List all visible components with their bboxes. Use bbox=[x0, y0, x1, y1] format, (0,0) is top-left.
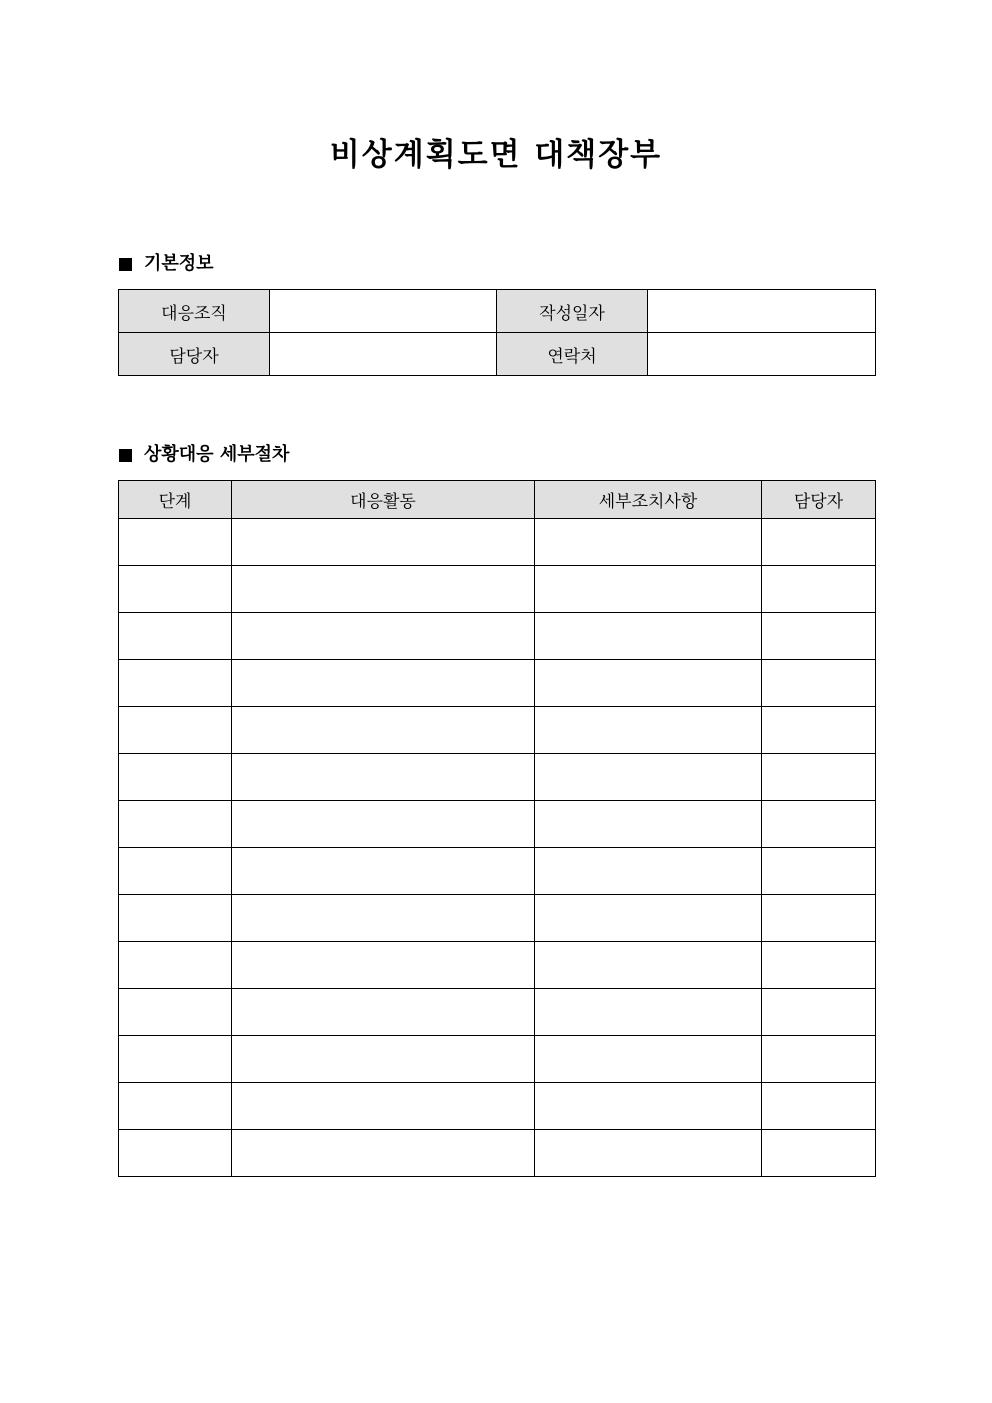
stage-cell[interactable] bbox=[119, 566, 232, 613]
table-row bbox=[119, 848, 876, 895]
activity-cell[interactable] bbox=[232, 848, 535, 895]
action-cell[interactable] bbox=[535, 566, 762, 613]
table-row bbox=[119, 801, 876, 848]
action-cell[interactable] bbox=[535, 895, 762, 942]
column-header-activity: 대응활동 bbox=[232, 481, 535, 519]
activity-cell[interactable] bbox=[232, 1083, 535, 1130]
action-cell[interactable] bbox=[535, 754, 762, 801]
action-cell[interactable] bbox=[535, 801, 762, 848]
manager-cell[interactable] bbox=[762, 566, 876, 613]
table-row bbox=[119, 707, 876, 754]
action-cell[interactable] bbox=[535, 613, 762, 660]
column-header-stage: 단계 bbox=[119, 481, 232, 519]
procedure-table bbox=[118, 480, 876, 1177]
activity-cell[interactable] bbox=[232, 707, 535, 754]
table-row bbox=[119, 566, 876, 613]
manager-cell[interactable] bbox=[762, 613, 876, 660]
manager-cell[interactable] bbox=[762, 848, 876, 895]
manager-cell[interactable] bbox=[762, 707, 876, 754]
square-bullet-icon bbox=[119, 449, 132, 462]
procedure-heading bbox=[119, 443, 289, 467]
action-cell[interactable] bbox=[535, 660, 762, 707]
action-cell[interactable] bbox=[535, 1036, 762, 1083]
basic-info-heading-label: 기본정보 bbox=[144, 253, 214, 274]
manager-cell[interactable] bbox=[762, 519, 876, 566]
action-cell[interactable] bbox=[535, 519, 762, 566]
square-bullet-icon bbox=[119, 258, 132, 271]
manager-cell[interactable] bbox=[762, 1036, 876, 1083]
procedure-header-row bbox=[119, 481, 876, 519]
stage-cell[interactable] bbox=[119, 519, 232, 566]
procedure-table-body bbox=[119, 519, 876, 1177]
date-label: 작성일자 bbox=[497, 290, 648, 333]
table-row bbox=[119, 519, 876, 566]
stage-cell[interactable] bbox=[119, 942, 232, 989]
org-label: 대응조직 bbox=[119, 290, 270, 333]
action-cell[interactable] bbox=[535, 707, 762, 754]
basic-info-row bbox=[119, 333, 876, 376]
basic-info-heading bbox=[119, 252, 214, 276]
stage-cell[interactable] bbox=[119, 801, 232, 848]
contact-value-field[interactable] bbox=[648, 333, 876, 376]
manager-label: 담당자 bbox=[119, 333, 270, 376]
table-row bbox=[119, 613, 876, 660]
activity-cell[interactable] bbox=[232, 895, 535, 942]
activity-cell[interactable] bbox=[232, 989, 535, 1036]
manager-cell[interactable] bbox=[762, 1130, 876, 1177]
column-header-manager: 담당자 bbox=[762, 481, 876, 519]
manager-cell[interactable] bbox=[762, 895, 876, 942]
activity-cell[interactable] bbox=[232, 942, 535, 989]
manager-cell[interactable] bbox=[762, 942, 876, 989]
manager-cell[interactable] bbox=[762, 754, 876, 801]
column-header-action: 세부조치사항 bbox=[535, 481, 762, 519]
activity-cell[interactable] bbox=[232, 754, 535, 801]
activity-cell[interactable] bbox=[232, 1130, 535, 1177]
org-value-field[interactable] bbox=[270, 290, 497, 333]
contact-label: 연락처 bbox=[497, 333, 648, 376]
stage-cell[interactable] bbox=[119, 895, 232, 942]
table-row bbox=[119, 1083, 876, 1130]
action-cell[interactable] bbox=[535, 1083, 762, 1130]
activity-cell[interactable] bbox=[232, 801, 535, 848]
stage-cell[interactable] bbox=[119, 848, 232, 895]
manager-cell[interactable] bbox=[762, 989, 876, 1036]
activity-cell[interactable] bbox=[232, 1036, 535, 1083]
action-cell[interactable] bbox=[535, 848, 762, 895]
stage-cell[interactable] bbox=[119, 989, 232, 1036]
basic-info-row bbox=[119, 290, 876, 333]
stage-cell[interactable] bbox=[119, 707, 232, 754]
table-row bbox=[119, 1036, 876, 1083]
stage-cell[interactable] bbox=[119, 1130, 232, 1177]
stage-cell[interactable] bbox=[119, 1083, 232, 1130]
action-cell[interactable] bbox=[535, 942, 762, 989]
activity-cell[interactable] bbox=[232, 519, 535, 566]
table-row bbox=[119, 660, 876, 707]
procedure-heading-label: 상황대응 세부절차 bbox=[144, 444, 290, 465]
action-cell[interactable] bbox=[535, 989, 762, 1036]
stage-cell[interactable] bbox=[119, 1036, 232, 1083]
manager-cell[interactable] bbox=[762, 1083, 876, 1130]
manager-cell[interactable] bbox=[762, 801, 876, 848]
action-cell[interactable] bbox=[535, 1130, 762, 1177]
manager-cell[interactable] bbox=[762, 660, 876, 707]
table-row bbox=[119, 989, 876, 1036]
stage-cell[interactable] bbox=[119, 754, 232, 801]
table-row bbox=[119, 754, 876, 801]
stage-cell[interactable] bbox=[119, 613, 232, 660]
table-row bbox=[119, 895, 876, 942]
stage-cell[interactable] bbox=[119, 660, 232, 707]
date-value-field[interactable] bbox=[648, 290, 876, 333]
activity-cell[interactable] bbox=[232, 566, 535, 613]
table-row bbox=[119, 942, 876, 989]
basic-info-table bbox=[118, 289, 876, 376]
table-row bbox=[119, 1130, 876, 1177]
manager-value-field[interactable] bbox=[270, 333, 497, 376]
activity-cell[interactable] bbox=[232, 613, 535, 660]
document-title: 비상계획도면 대책장부 bbox=[329, 137, 663, 173]
activity-cell[interactable] bbox=[232, 660, 535, 707]
